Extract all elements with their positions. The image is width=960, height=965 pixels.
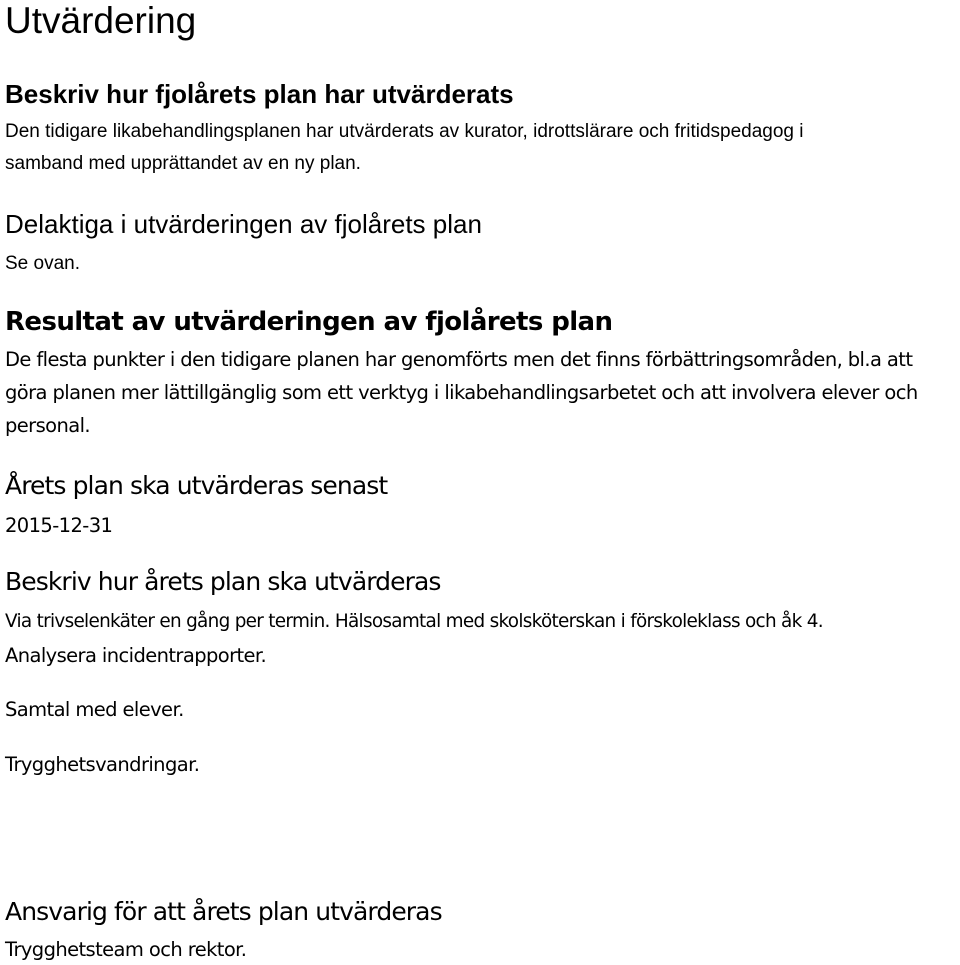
page-title: Utvärdering xyxy=(5,0,197,41)
deadline-date: 2015-12-31 xyxy=(5,514,113,537)
evaluation-last-year-line-2: samband med upprättandet av en ny plan. xyxy=(5,153,361,174)
section-heading-evaluation-last-year: Beskriv hur fjolårets plan har utvärderats xyxy=(5,79,514,109)
results-line-2: göra planen mer lättillgänglig som ett verktyg i likabehandlingsarbetet och att involvera elever och xyxy=(5,381,918,404)
section-heading-responsible: Ansvarig för att årets plan utvärderas xyxy=(5,897,442,926)
method-line-4: Trygghetsvandringar. xyxy=(5,753,200,776)
section-heading-method: Beskriv hur årets plan ska utvärderas xyxy=(5,567,441,596)
method-line-1: Via trivselenkäter en gång per termin. Hälsosamtal med skolsköterskan i förskoleklass och åk 4. xyxy=(5,611,823,632)
method-line-2: Analysera incidentrapporter. xyxy=(5,644,267,667)
participants-text: Se ovan. xyxy=(5,253,80,274)
section-heading-participants: Delaktiga i utvärderingen av fjolårets plan xyxy=(5,209,482,239)
evaluation-last-year-line-1: Den tidigare likabehandlingsplanen har utvärderats av kurator, idrottslärare och fritidspedagog i xyxy=(5,121,804,142)
section-heading-deadline: Årets plan ska utvärderas senast xyxy=(5,471,388,500)
section-heading-results: Resultat av utvärderingen av fjolårets plan xyxy=(5,307,613,337)
results-line-1: De flesta punkter i den tidigare planen har genomförts men det finns förbättringsområden, bl.a att xyxy=(5,348,913,371)
responsible-text: Trygghetsteam och rektor. xyxy=(5,938,247,961)
method-line-3: Samtal med elever. xyxy=(5,698,184,721)
results-line-3: personal. xyxy=(5,414,91,437)
